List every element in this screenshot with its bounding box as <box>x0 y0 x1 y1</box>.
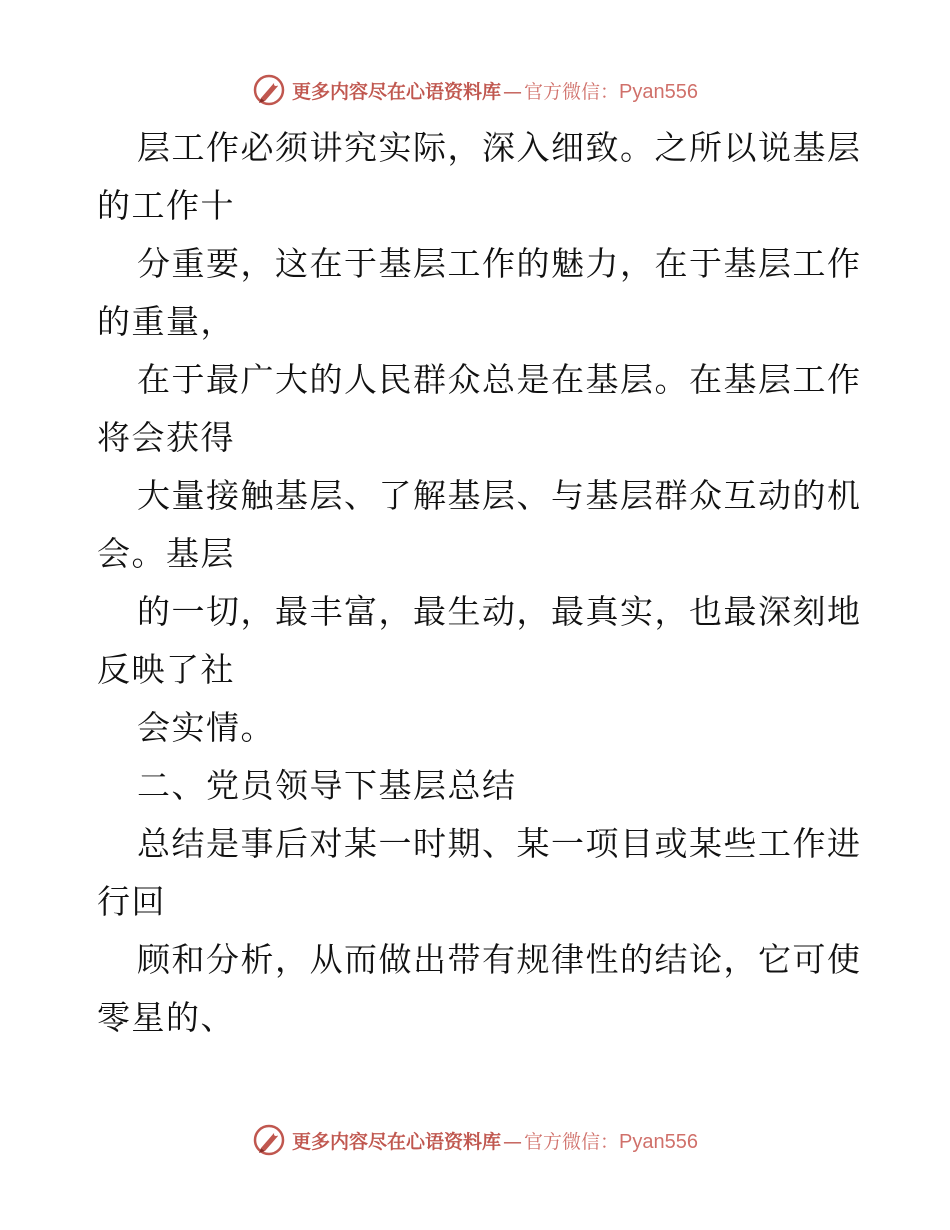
text-line: 大量接触基层、了解基层、与基层群众互动的机 <box>137 476 862 515</box>
header-wechat-id: Pyan556 <box>619 80 698 103</box>
text-line: 的重量， <box>97 302 235 341</box>
document-body <box>97 119 862 1047</box>
text-line: 二、党员领导下基层总结 <box>137 766 517 805</box>
text-line: 行回 <box>97 882 166 921</box>
footer-wechat-label: 官方微信： <box>524 1130 620 1153</box>
text-line: 的工作十 <box>97 186 235 225</box>
pen-logo-icon <box>252 73 286 107</box>
text-line: 会。基层 <box>97 534 235 573</box>
text-line: 分重要，这在于基层工作的魅力，在于基层工作 <box>137 244 862 283</box>
text-line: 零星的、 <box>97 998 235 1037</box>
text-line: 会实情。 <box>137 708 275 747</box>
pen-logo-icon <box>252 1123 286 1157</box>
footer-dash: — <box>503 1130 523 1153</box>
text-line: 总结是事后对某一时期、某一项目或某些工作进 <box>137 824 862 863</box>
footer-banner <box>0 1120 950 1160</box>
header-banner <box>0 70 950 110</box>
header-dash: — <box>503 80 523 103</box>
text-line: 将会获得 <box>97 418 235 457</box>
text-line: 的一切，最丰富，最生动，最真实，也最深刻地 <box>137 592 862 631</box>
header-wechat-label: 官方微信： <box>524 80 620 103</box>
text-line: 顾和分析，从而做出带有规律性的结论，它可使 <box>137 940 862 979</box>
text-line: 在于最广大的人民群众总是在基层。在基层工作 <box>137 360 862 399</box>
header-site-name: 更多内容尽在心语资料库 <box>292 80 502 103</box>
text-line: 层工作必须讲究实际，深入细致。之所以说基层 <box>137 128 862 167</box>
footer-wechat-id: Pyan556 <box>619 1130 698 1153</box>
text-line: 反映了社 <box>97 650 235 689</box>
footer-site-name: 更多内容尽在心语资料库 <box>292 1130 502 1153</box>
